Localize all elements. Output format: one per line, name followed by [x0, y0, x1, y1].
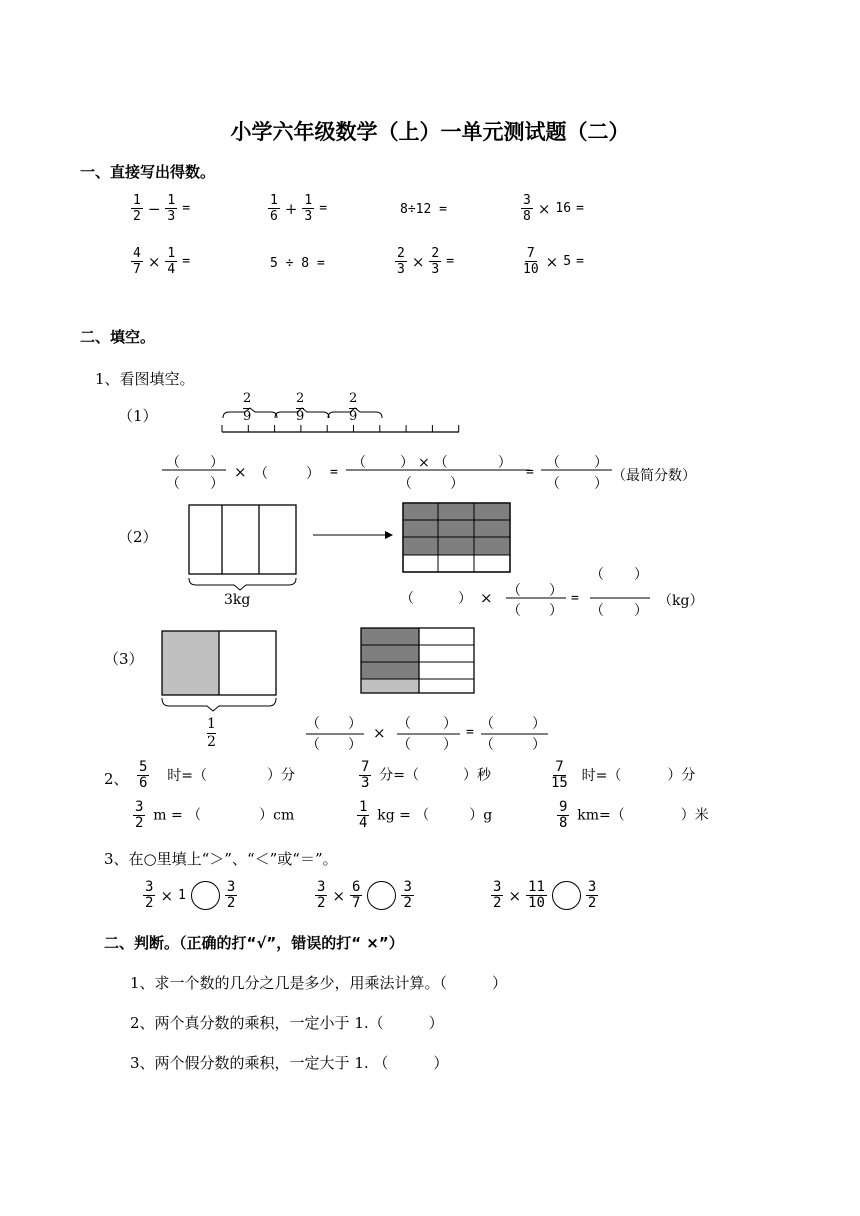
section-2-heading: 二、填空。: [80, 328, 156, 346]
blank-7-den[interactable]: （ ）: [590, 603, 648, 619]
section-3-heading: 二、判断。（正确的打“√”，错误的打“ ×”）: [104, 934, 404, 952]
blank-8-den[interactable]: （ ）: [306, 737, 362, 753]
compare-circle-3[interactable]: [552, 881, 581, 910]
q2-item-6: $\frac{9}{8}$ km=（ ）米: [559, 799, 709, 831]
weight-label: 3kg: [224, 592, 251, 608]
q2-item-5: $\frac{1}{4}$ kg = （ ）g: [359, 799, 493, 831]
half-fraction: 1 2: [207, 716, 216, 750]
q1-part1-eq2: =: [526, 465, 534, 480]
calc-1b: $\frac{1}{6}$ + $\frac{1}{3}$ =: [270, 193, 328, 224]
blank-1-num[interactable]: （ ）: [166, 455, 224, 471]
q1-label: 1、看图填空。: [95, 370, 195, 388]
judge-item-1[interactable]: 1、求一个数的几分之几是多少，用乘法计算。（ ）: [130, 974, 508, 992]
q1-part3-times: ×: [373, 724, 386, 742]
q1-part2-times: ×: [480, 589, 493, 607]
blank-9-den[interactable]: （ ）: [397, 737, 457, 753]
q1-part3-label: （3）: [104, 650, 144, 668]
segment-fraction-1: 2 9: [243, 391, 252, 424]
blank-6-num[interactable]: （ ）: [507, 583, 563, 599]
blank-6-den[interactable]: （ ）: [507, 603, 563, 619]
simplest-fraction-note: （最简分数）: [612, 468, 696, 484]
calc-2c: $\frac{2}{3}$ × $\frac{2}{3}$ =: [397, 246, 455, 277]
blank-4-num[interactable]: （ ）: [546, 455, 608, 471]
q3-label: 3、在○里填上“＞”、“＜”或“＝”。: [104, 850, 338, 868]
blank-1-den[interactable]: （ ）: [166, 476, 224, 492]
judge-item-3[interactable]: 3、两个假分数的乘积，一定大于 1. （ ）: [130, 1054, 449, 1072]
q2-item-1: $\frac{5}{6}$ 时=（ ）分: [139, 759, 295, 791]
blank-9-num[interactable]: （ ）: [397, 716, 457, 732]
blank-3-den[interactable]: （ ）: [398, 476, 464, 492]
q2-item-2: $\frac{7}{3}$ 分=（ ）秒: [361, 759, 491, 791]
blank-10-num[interactable]: （ ）: [480, 716, 546, 732]
q2-item-4: $\frac{3}{2}$ m = （ ）cm: [135, 799, 295, 831]
compare-circle-2[interactable]: [367, 881, 396, 910]
q3-item-1: $\frac{3}{2}$ × 1 $\frac{3}{2}$: [145, 879, 236, 911]
blank-2[interactable]: （ ）: [254, 466, 320, 482]
judge-item-2[interactable]: 2、两个真分数的乘积，一定小于 1.（ ）: [130, 1014, 444, 1032]
blank-7-num[interactable]: （ ）: [590, 567, 648, 583]
calc-2a: $\frac{4}{7}$ × $\frac{1}{4}$ =: [133, 246, 191, 277]
calc-2d: $\frac{7}{10}$ × 5 =: [523, 246, 584, 277]
blank-4-den[interactable]: （ ）: [546, 476, 608, 492]
q1-part3-eq: =: [466, 725, 474, 740]
calc-1c: 8÷12 =: [400, 202, 447, 217]
blank-10-den[interactable]: （ ）: [480, 737, 546, 753]
q1-part1-times: ×: [234, 463, 247, 481]
calc-1a: $\frac{1}{2}$ − $\frac{1}{3}$ =: [133, 193, 191, 224]
q1-part2-eq: =: [571, 591, 579, 606]
q1-part1-eq1: =: [330, 465, 338, 480]
q3-item-2: $\frac{3}{2}$ × $\frac{6}{7}$ $\frac{3}{2}$: [317, 879, 412, 911]
q2-label: 2、: [104, 770, 129, 788]
q1-part2-label: （2）: [118, 528, 158, 546]
calc-1d: $\frac{3}{8}$ × 16 =: [523, 193, 584, 224]
q3-item-3: $\frac{3}{2}$ × $\frac{11}{10}$ $\frac{3}{2}$: [493, 879, 597, 911]
section-1-heading: 一、直接写出得数。: [80, 163, 216, 181]
compare-circle-1[interactable]: [191, 881, 220, 910]
page-title: 小学六年级数学（上）一单元测试题（二）: [230, 120, 630, 144]
blank-5[interactable]: （ ）: [400, 591, 472, 607]
kg-unit: （kg）: [658, 593, 704, 609]
q1-part1-label: （1）: [118, 407, 158, 425]
q2-item-3: $\frac{7}{15}$ 时=（ ）分: [551, 759, 696, 791]
segment-fraction-3: 2 9: [349, 391, 358, 424]
calc-2b: 5 ÷ 8 =: [270, 256, 325, 271]
blank-3-num[interactable]: （ ） × （ ）: [352, 455, 512, 471]
segment-fraction-2: 2 9: [296, 391, 305, 424]
blank-8-num[interactable]: （ ）: [306, 716, 362, 732]
